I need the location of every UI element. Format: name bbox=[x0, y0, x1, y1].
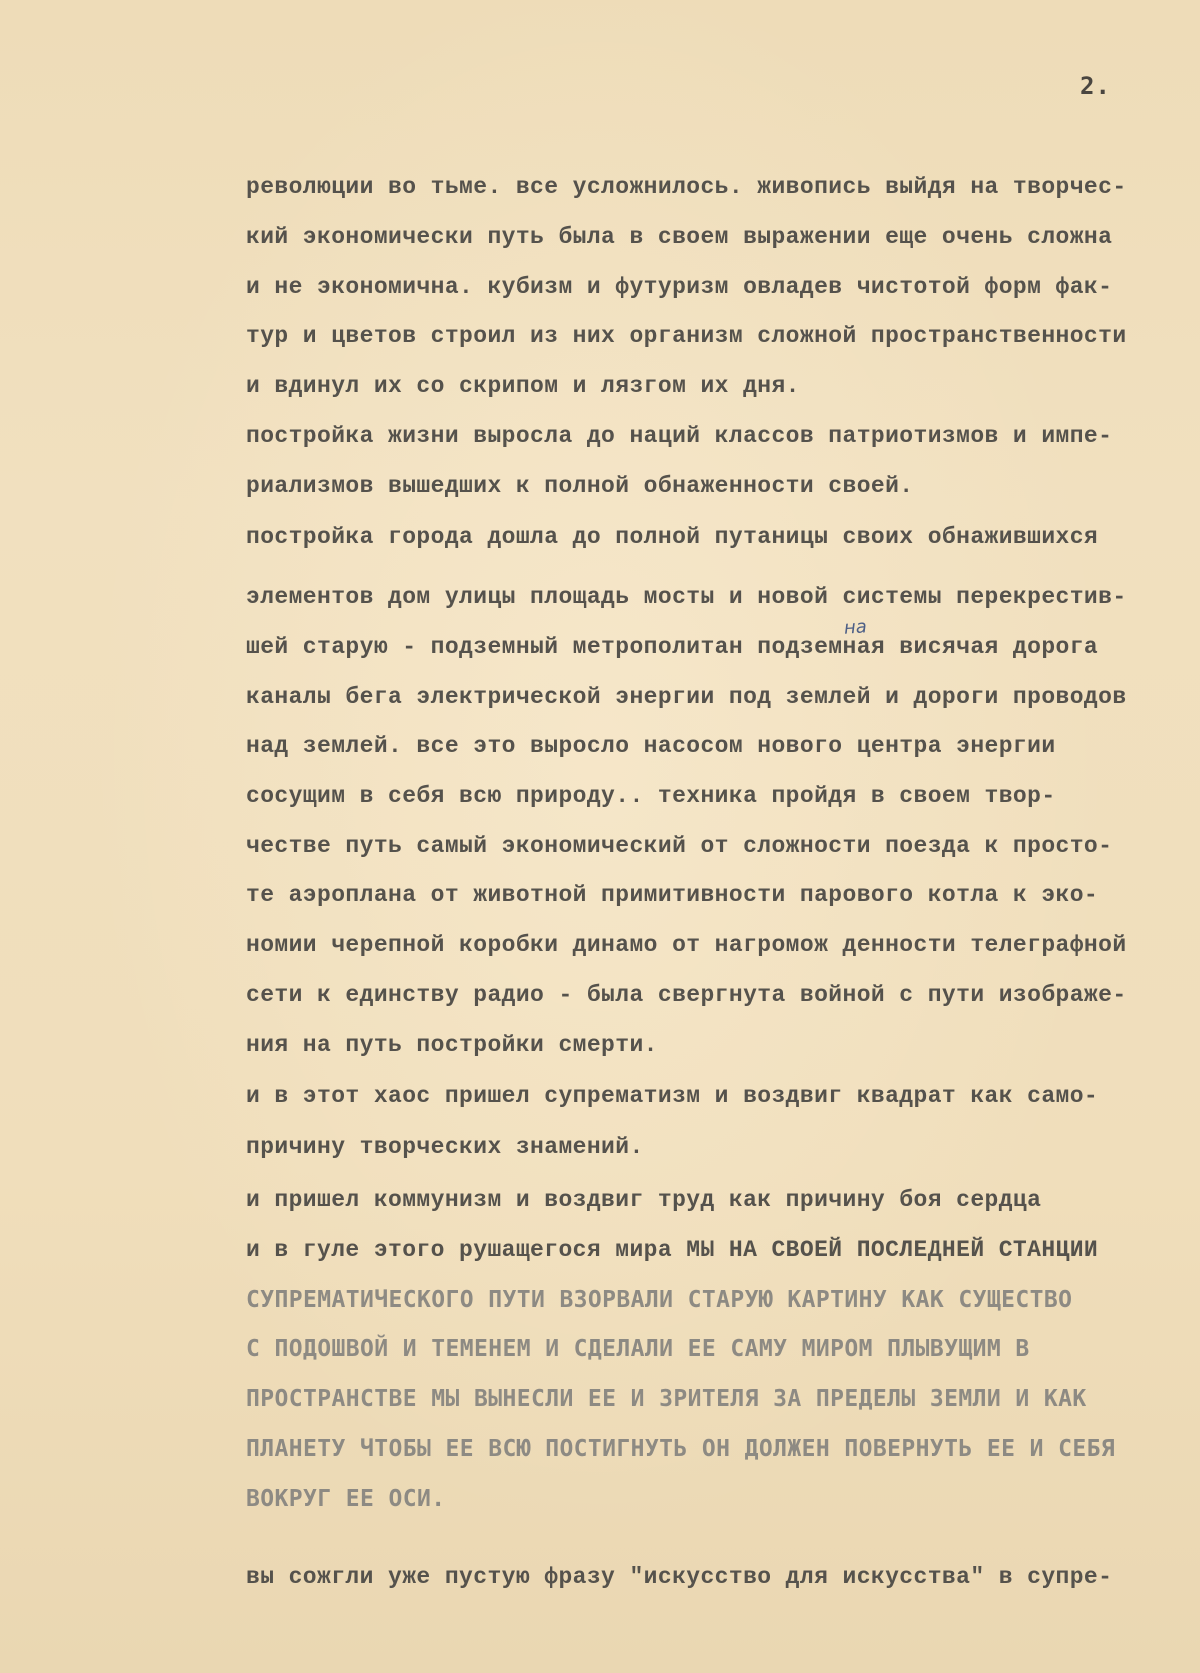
handwritten-correction: на bbox=[843, 616, 868, 639]
text-line: ВОКРУГ ЕЕ ОСИ. bbox=[246, 1486, 446, 1512]
text-line: над землей. все это выросло насосом нового центра энергии bbox=[246, 733, 1056, 759]
text-line: честве путь самый экономический от сложности поезда к просто- bbox=[246, 833, 1113, 859]
text-line: сосущим в себя всю природу.. техника пройдя в своем твор- bbox=[246, 783, 1056, 809]
text-line: постройка жизни выросла до наций классов патриотизмов и импе- bbox=[246, 423, 1113, 449]
text-line: шей старую - подземный метрополитан подземная висячая дорога bbox=[246, 634, 1099, 660]
text-line: революции во тьме. все усложнилось. живопись выйдя на творчес- bbox=[246, 174, 1127, 200]
text-line: и в этот хаос пришел супрематизм и воздвиг квадрат как само- bbox=[246, 1083, 1099, 1109]
text-line: причину творческих знамений. bbox=[246, 1134, 644, 1160]
text-line: ния на путь постройки смерти. bbox=[246, 1032, 658, 1058]
text-line: и пришел коммунизм и воздвиг труд как причину боя сердца bbox=[246, 1187, 1042, 1213]
text-line: С ПОДОШВОЙ И ТЕМЕНЕМ И СДЕЛАЛИ ЕЕ САМУ МИРОМ ПЛЫВУЩИМ В bbox=[246, 1336, 1030, 1362]
text-line: и вдинул их со скрипом и лязгом их дня. bbox=[246, 373, 800, 399]
text-line: каналы бега электрической энергии под землей и дороги проводов bbox=[246, 684, 1127, 710]
text-line: тур и цветов строил из них организм сложной пространственности bbox=[246, 323, 1127, 349]
text-line: постройка города дошла до полной путаницы своих обнажившихся bbox=[246, 524, 1099, 550]
text-line: сети к единству радио - была свергнута войной с пути изображе- bbox=[246, 982, 1127, 1008]
text-line: и не экономична. кубизм и футуризм овладев чистотой форм фак- bbox=[246, 274, 1113, 300]
text-line: элементов дом улицы площадь мосты и новой системы перекрестив- bbox=[246, 584, 1127, 610]
text-line: те аэроплана от животной примитивности парового котла к эко- bbox=[246, 882, 1099, 908]
text-line: кий экономически путь была в своем выражении еще очень сложна bbox=[246, 224, 1113, 250]
page-number: 2. bbox=[1080, 72, 1111, 100]
text-line: риализмов вышедших к полной обнаженности своей. bbox=[246, 473, 914, 499]
text-line: номии черепной коробки динамо от нагромож денности телеграфной bbox=[246, 932, 1127, 958]
text-line: СУПРЕМАТИЧЕСКОГО ПУТИ ВЗОРВАЛИ СТАРУЮ КАРТИНУ КАК СУЩЕСТВО bbox=[246, 1287, 1073, 1313]
text-line: ПЛАНЕТУ ЧТОБЫ ЕЕ ВСЮ ПОСТИГНУТЬ ОН ДОЛЖЕН ПОВЕРНУТЬ ЕЕ И СЕБЯ bbox=[246, 1436, 1116, 1462]
text-line: ПРОСТРАНСТВЕ МЫ ВЫНЕСЛИ ЕЕ И ЗРИТЕЛЯ ЗА ПРЕДЕЛЫ ЗЕМЛИ И КАК bbox=[246, 1386, 1087, 1412]
text-line: и в гуле этого рушащегося мира МЫ НА СВОЕЙ ПОСЛЕДНЕЙ СТАНЦИИ bbox=[246, 1237, 1099, 1263]
text-line: вы сожгли уже пустую фразу "искусство для искусства" в супре- bbox=[246, 1564, 1113, 1590]
